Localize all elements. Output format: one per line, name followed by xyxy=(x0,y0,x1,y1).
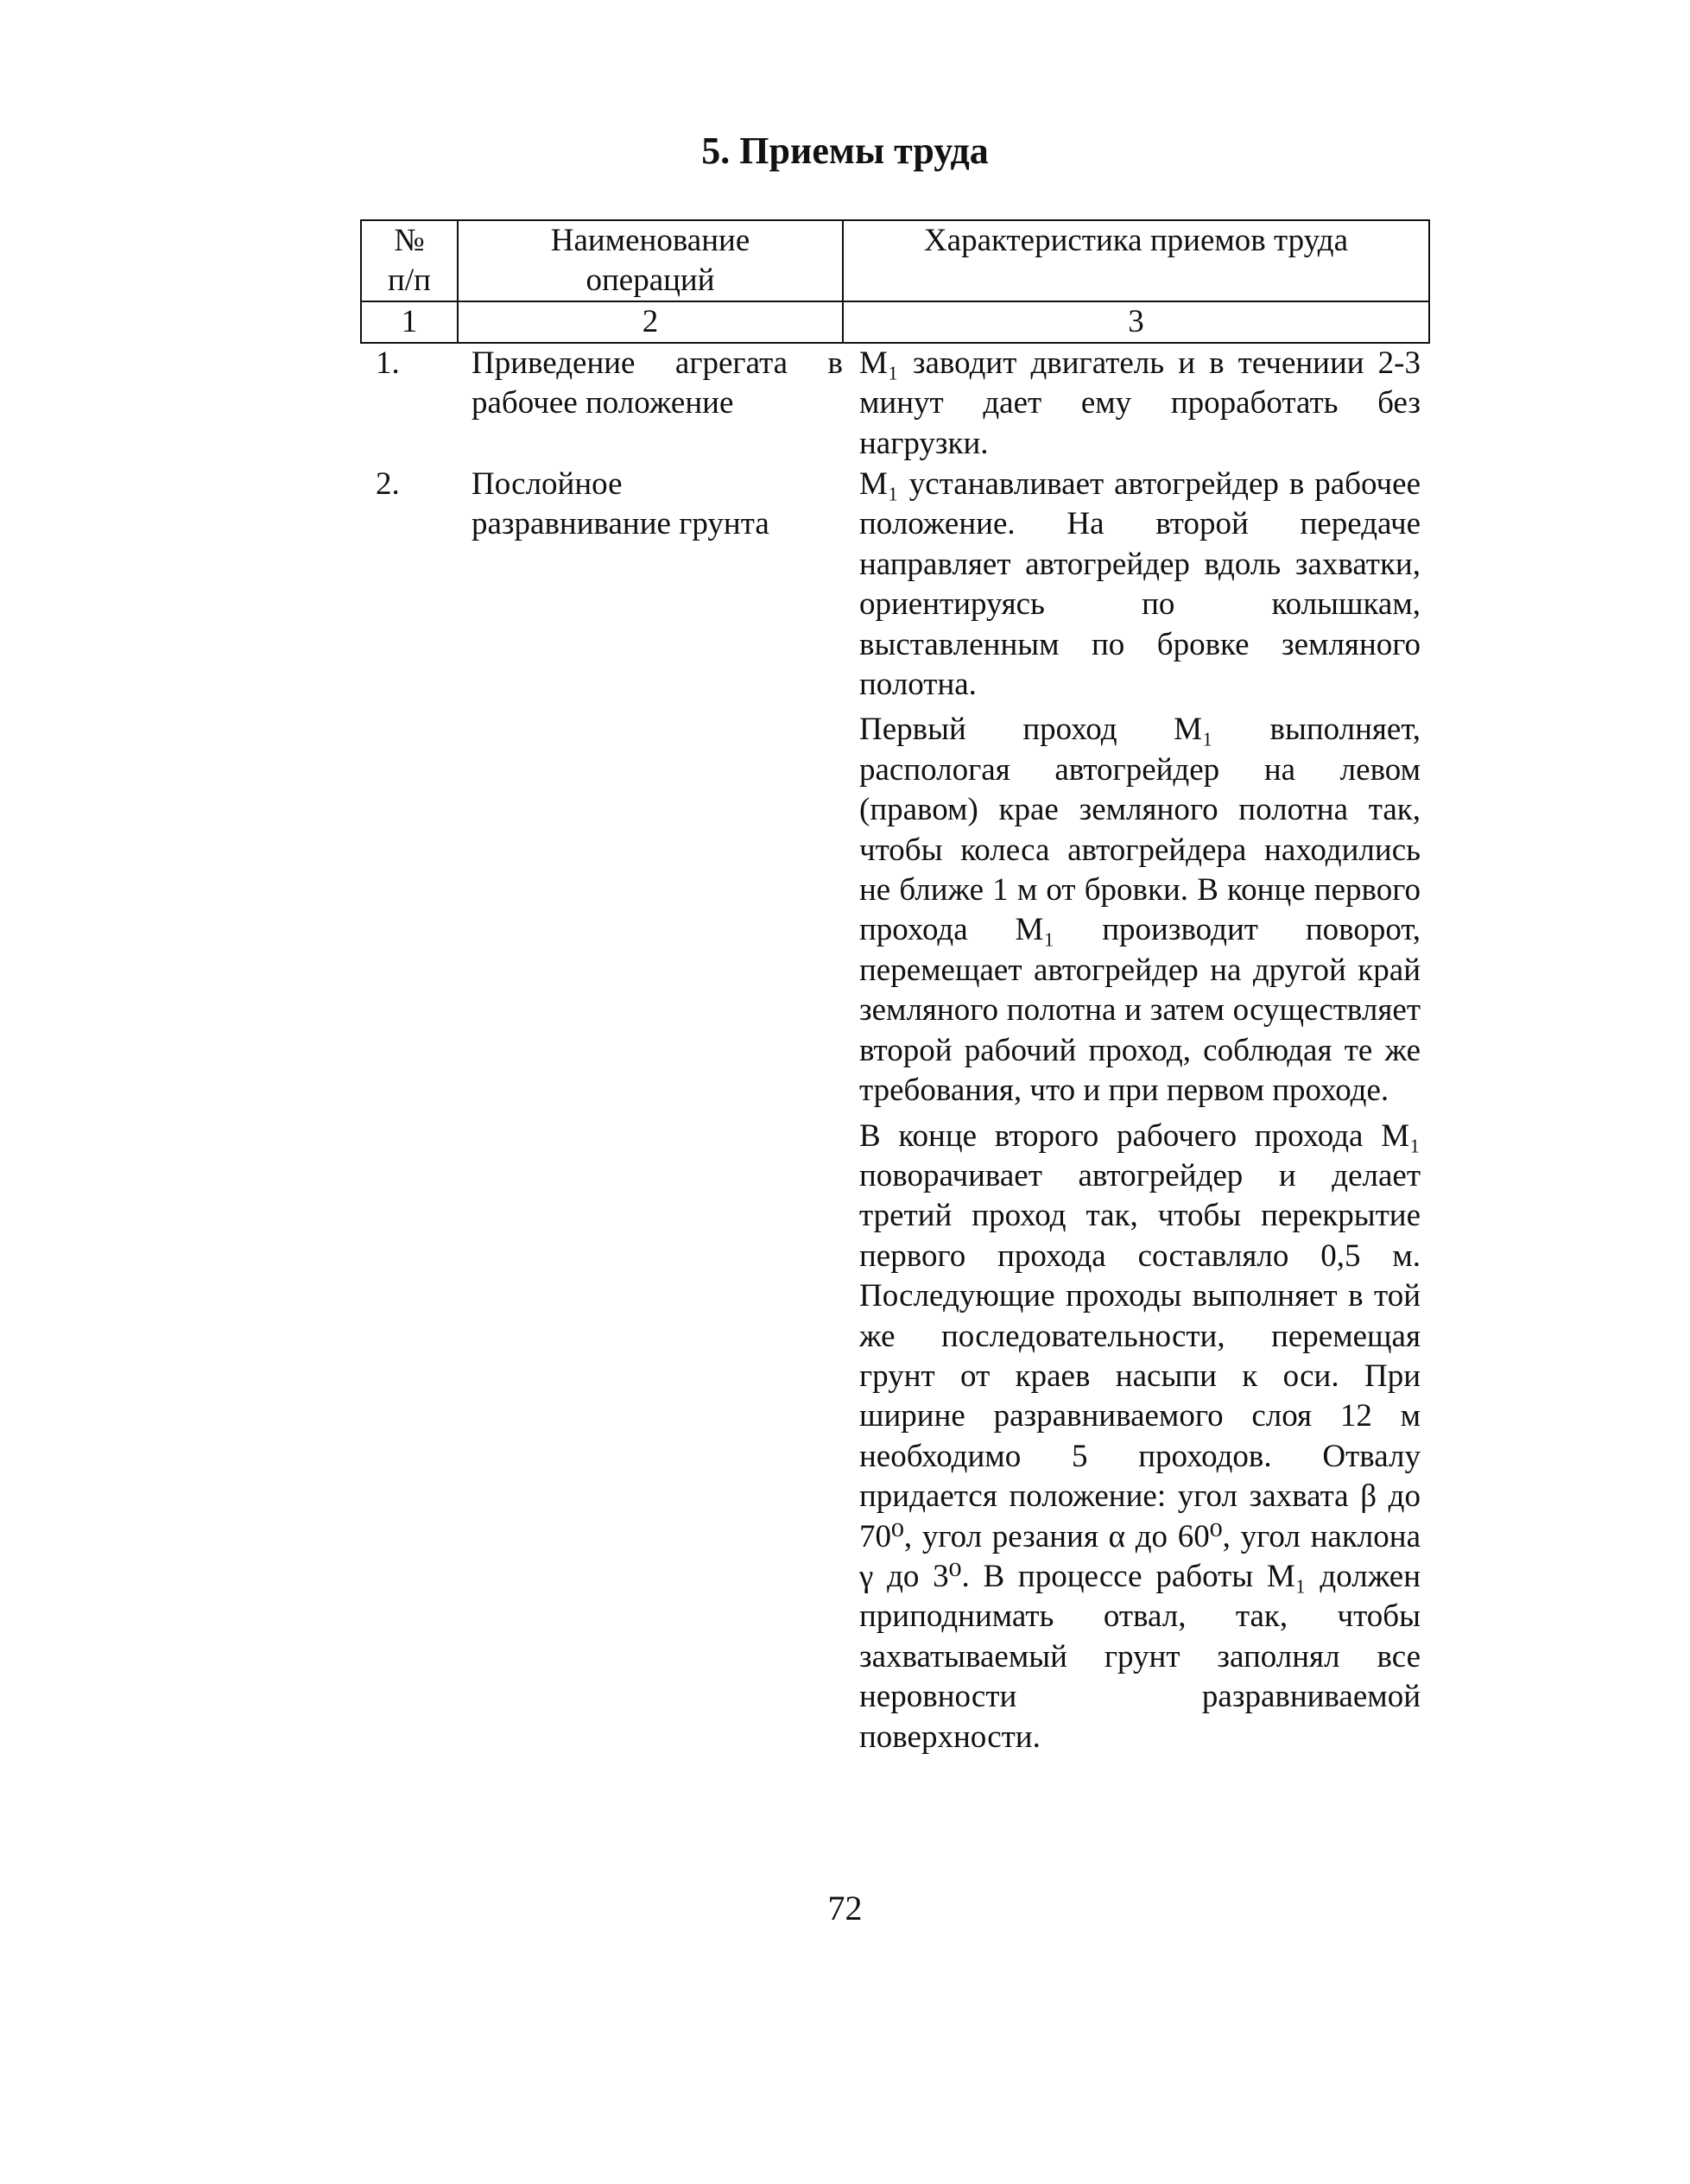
row-2-description xyxy=(859,465,1421,1763)
header-number xyxy=(361,220,458,301)
header-operation xyxy=(458,220,843,301)
column-number-1: 1 xyxy=(361,301,458,343)
column-number-row xyxy=(361,301,1429,343)
page-number: 72 xyxy=(827,1889,863,1928)
header-description: Характеристика приемов труда xyxy=(843,220,1429,301)
row-2-description-paragraph-2: Первый проход M₁ выполняет, распологая автогрейдер на левом (правом) крае земляного полотна так, чтобы колеса автогрейдера находились не ближе 1 м от бровки. В конце первого прохода M₁ производит поворот, перемещает автогрейдер на другой край земляного полотна и затем осуществляет второй рабочий проход, соблюдая те же требования, что и при первом проходе. xyxy=(859,712,1421,1109)
column-number-2: 2 xyxy=(458,301,843,343)
row-1-operation: Приведение агрегата в рабочее положение xyxy=(472,345,843,421)
row-2-operation-line2: разравнивание грунта xyxy=(472,506,769,541)
row-2-operation-line1: Послойное xyxy=(472,466,623,502)
row-2-number: 2. xyxy=(376,466,400,502)
row-1-number: 1. xyxy=(376,345,400,381)
row-2-description-paragraph-1: M₁ устанавливает автогрейдер в рабочее положение. На второй передаче направляет автогрейдер вдоль захватки, ориентируясь по колышкам, выставленным по бровке земляного полотна. xyxy=(859,466,1421,703)
header-number-line1: № xyxy=(394,223,425,258)
header-row xyxy=(361,220,1429,301)
column-number-3: 3 xyxy=(843,301,1429,343)
row-2-operation xyxy=(472,465,843,544)
row-2-description-paragraph-3: В конце второго рабочего прохода M₁ поворачивает автогрейдер и делает третий проход так, чтобы перекрытие первого прохода составляло 0,5 м. Последующие проходы выполняет в той же последовательности, перемещая грунт от краев насыпи к оси. При ширине разравниваемого слоя 12 м необходимо 5 проходов. Отвалу придается положение: угол захвата β до 70⁰, угол резания α до 60⁰, угол наклона γ до 3⁰. В процессе работы M₁ должен приподнимать отвал, так, чтобы захватываемый грунт заполнял все неровности разравниваемой поверхности. xyxy=(859,1117,1421,1755)
page-title: 5. Приемы труда xyxy=(701,130,989,172)
table-header xyxy=(360,219,1430,344)
row-1-description xyxy=(859,344,1421,469)
row-1-description-paragraph: M₁ заводит двигатель и в течениии 2-3 минут дает ему проработать без нагрузки. xyxy=(859,345,1421,461)
header-number-line2: п/п xyxy=(388,263,431,298)
header-operation-line2: операций xyxy=(585,263,715,298)
header-operation-line1: Наименование xyxy=(550,223,750,258)
